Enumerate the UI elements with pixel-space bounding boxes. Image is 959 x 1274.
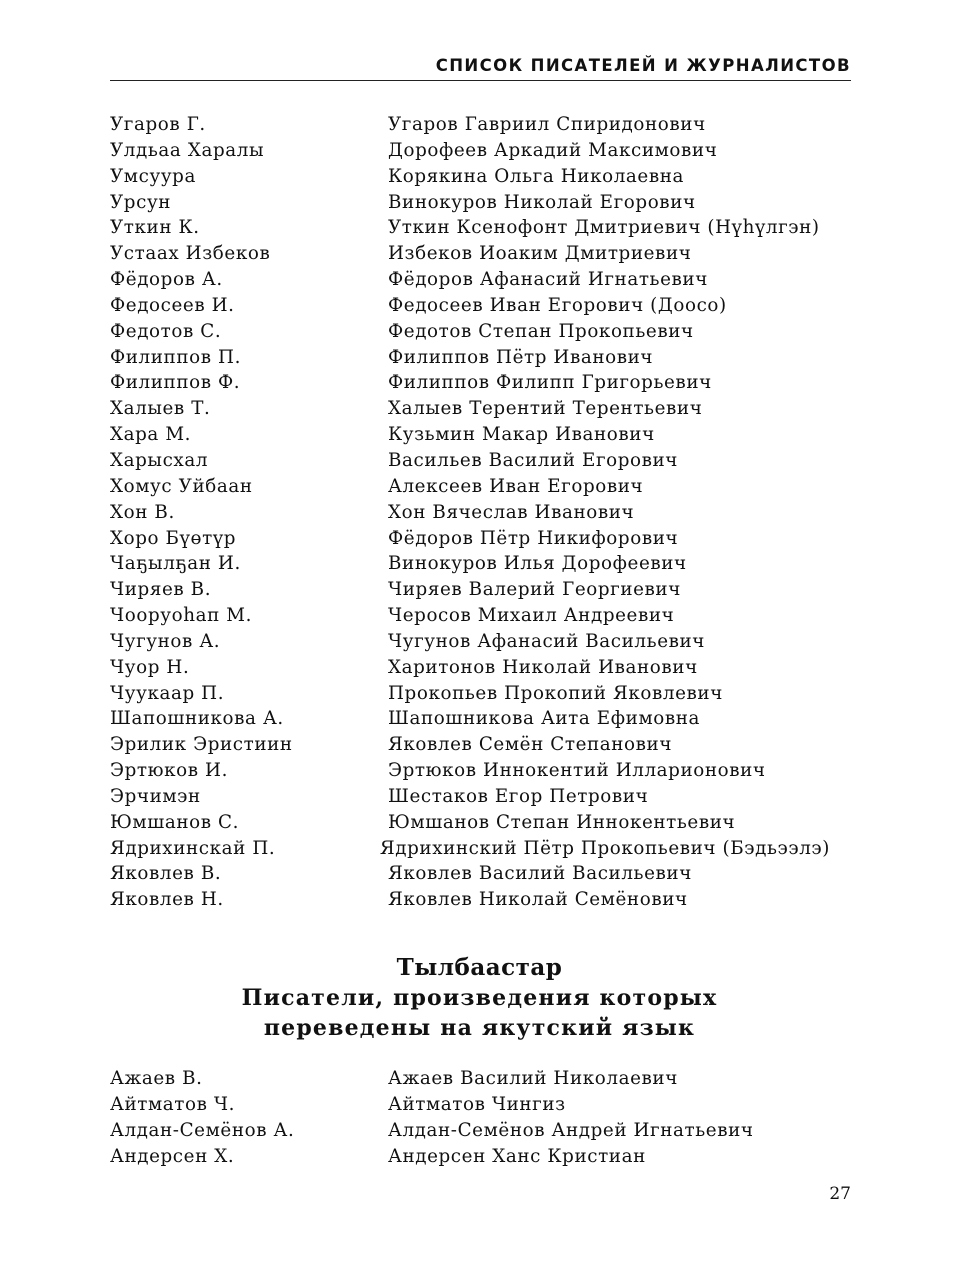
pen-name: Хомус Уйбаан bbox=[110, 475, 253, 497]
list-item bbox=[110, 887, 830, 913]
pen-name: Умсуура bbox=[110, 165, 196, 187]
list-item bbox=[110, 603, 830, 629]
section-title-line2: переведены на якутский язык bbox=[263, 1015, 696, 1041]
list-item bbox=[110, 396, 830, 422]
pen-name: Уткин К. bbox=[110, 217, 200, 239]
list-item bbox=[110, 138, 830, 164]
pen-name: Хон В. bbox=[110, 501, 175, 523]
list-item bbox=[110, 836, 830, 862]
real-name: Угаров Гавриил Спиридонович bbox=[388, 114, 706, 135]
real-name: Чугунов Афанасий Васильевич bbox=[388, 630, 705, 652]
list-item bbox=[110, 810, 830, 836]
pen-name: Хара М. bbox=[110, 424, 192, 446]
page-number: 27 bbox=[829, 1184, 851, 1204]
pen-name: Федотов С. bbox=[110, 320, 222, 342]
pen-name: Шапошникова А. bbox=[110, 708, 284, 730]
pen-name: Филиппов Ф. bbox=[110, 372, 241, 394]
list-item bbox=[110, 706, 830, 732]
pen-name: Эртюков И. bbox=[110, 760, 229, 782]
real-name: Яковлев Василий Васильевич bbox=[388, 863, 692, 885]
real-name: Фёдоров Пётр Никифорович bbox=[388, 527, 679, 549]
pen-name: Устаах Избеков bbox=[110, 243, 271, 265]
real-name: Шестаков Егор Петрович bbox=[388, 785, 649, 807]
list-item bbox=[110, 681, 830, 707]
pen-name: Халыев Т. bbox=[110, 398, 211, 420]
real-name: Избеков Иоаким Дмитриевич bbox=[388, 243, 692, 265]
pen-name: Филиппов П. bbox=[110, 346, 241, 368]
real-name: Федосеев Иван Егорович (Доосо) bbox=[388, 294, 727, 316]
list-item bbox=[110, 526, 830, 552]
real-name: Яковлев Николай Семёнович bbox=[388, 889, 688, 911]
list-item bbox=[110, 319, 830, 345]
list-item bbox=[110, 758, 830, 784]
pen-name: Хоро Бүөтүр bbox=[110, 527, 237, 549]
pen-name: Урсун bbox=[110, 191, 172, 213]
list-item bbox=[110, 474, 830, 500]
pen-name: Угаров Г. bbox=[110, 114, 206, 135]
section-title-yakut: Тылбаастар bbox=[396, 954, 563, 981]
list-item bbox=[110, 551, 830, 577]
pen-name: Федосеев И. bbox=[110, 294, 235, 316]
pen-name: Эрчимэн bbox=[110, 785, 201, 807]
real-name: Алексеев Иван Егорович bbox=[388, 475, 644, 497]
list-item bbox=[110, 267, 830, 293]
real-name: Шапошникова Аита Ефимовна bbox=[388, 708, 701, 730]
pen-name: Ажаев В. bbox=[110, 1068, 203, 1089]
real-name: Винокуров Илья Дорофеевич bbox=[388, 553, 687, 575]
pen-name: Айтматов Ч. bbox=[110, 1093, 236, 1115]
real-name: Винокуров Николай Егорович bbox=[388, 191, 696, 213]
real-name: Корякина Ольга Николаевна bbox=[388, 165, 685, 187]
pen-name: Ядрихинскай П. bbox=[110, 837, 276, 859]
pen-name: Чиряев В. bbox=[110, 579, 212, 601]
real-name: Чиряев Валерий Георгиевич bbox=[388, 579, 681, 601]
list-item bbox=[110, 448, 830, 474]
section-title-line1: Писатели, произведения которых bbox=[241, 985, 718, 1011]
real-name: Яковлев Семён Степанович bbox=[388, 734, 673, 756]
translated-writers-list bbox=[110, 1066, 830, 1169]
real-name: Айтматов Чингиз bbox=[388, 1093, 566, 1115]
real-name: Прокопьев Прокопий Яковлевич bbox=[388, 682, 723, 704]
pen-name: Харысхал bbox=[110, 449, 209, 471]
section-heading bbox=[110, 953, 849, 1043]
pen-name: Чуор Н. bbox=[110, 656, 190, 678]
real-name: Филиппов Филипп Григорьевич bbox=[388, 372, 712, 394]
real-name: Дорофеев Аркадий Максимович bbox=[388, 139, 718, 161]
real-name: Черосов Михаил Андреевич bbox=[388, 605, 675, 627]
pen-name: Эрилик Эристиин bbox=[110, 734, 293, 756]
list-item bbox=[110, 345, 830, 371]
real-name: Харитонов Николай Иванович bbox=[388, 656, 698, 678]
running-header bbox=[110, 54, 851, 81]
list-item bbox=[110, 784, 830, 810]
list-item bbox=[110, 655, 830, 681]
pen-name: Чаҕылҕан И. bbox=[110, 553, 241, 575]
real-name: Кузьмин Макар Иванович bbox=[388, 424, 655, 446]
pen-name: Андерсен Х. bbox=[110, 1145, 235, 1167]
list-item bbox=[110, 190, 830, 216]
list-item bbox=[110, 732, 830, 758]
list-item bbox=[110, 500, 830, 526]
pen-name: Юмшанов С. bbox=[110, 811, 240, 833]
real-name: Фёдоров Афанасий Игнатьевич bbox=[388, 269, 708, 291]
list-item bbox=[110, 1118, 830, 1144]
real-name: Халыев Терентий Терентьевич bbox=[388, 398, 703, 420]
list-item bbox=[110, 370, 830, 396]
pen-name: Чуукаар П. bbox=[110, 682, 225, 704]
pen-name: Фёдоров А. bbox=[110, 269, 223, 291]
list-item bbox=[110, 164, 830, 190]
list-item bbox=[110, 293, 830, 319]
list-item bbox=[110, 422, 830, 448]
real-name: Юмшанов Степан Иннокентьевич bbox=[388, 811, 736, 833]
pen-name: Улдьаа Харалы bbox=[110, 139, 265, 161]
list-item bbox=[110, 215, 830, 241]
list-item bbox=[110, 1144, 830, 1170]
real-name: Васильев Василий Егорович bbox=[388, 449, 678, 471]
real-name: Ядрихинский Пётр Прокопьевич (Бэдьээлэ) bbox=[379, 837, 830, 859]
real-name: Алдан-Семёнов Андрей Игнатьевич bbox=[388, 1119, 754, 1141]
list-item bbox=[110, 1092, 830, 1118]
pen-name: Яковлев В. bbox=[110, 863, 222, 885]
list-item bbox=[110, 241, 830, 267]
real-name: Андерсен Ханс Кристиан bbox=[388, 1145, 646, 1167]
real-name: Ажаев Василий Николаевич bbox=[388, 1068, 678, 1089]
writers-list bbox=[110, 112, 830, 913]
list-item bbox=[110, 861, 830, 887]
list-item bbox=[110, 577, 830, 603]
pen-name: Чугунов А. bbox=[110, 630, 221, 652]
list-item bbox=[110, 629, 830, 655]
real-name: Хон Вячеслав Иванович bbox=[388, 501, 635, 523]
real-name: Эртюков Иннокентий Илларионович bbox=[388, 760, 766, 782]
list-item bbox=[110, 1066, 830, 1092]
pen-name: Чооруоһап М. bbox=[110, 605, 253, 627]
pen-name: Яковлев Н. bbox=[110, 889, 224, 911]
running-header-title: СПИСОК ПИСАТЕЛЕЙ И ЖУРНАЛИСТОВ bbox=[435, 56, 851, 75]
real-name: Уткин Ксенофонт Дмитриевич (Нүһүлгэн) bbox=[388, 217, 820, 239]
list-item bbox=[110, 112, 830, 138]
real-name: Федотов Степан Прокопьевич bbox=[388, 320, 694, 342]
real-name: Филиппов Пётр Иванович bbox=[388, 346, 654, 368]
pen-name: Алдан-Семёнов А. bbox=[110, 1119, 295, 1141]
